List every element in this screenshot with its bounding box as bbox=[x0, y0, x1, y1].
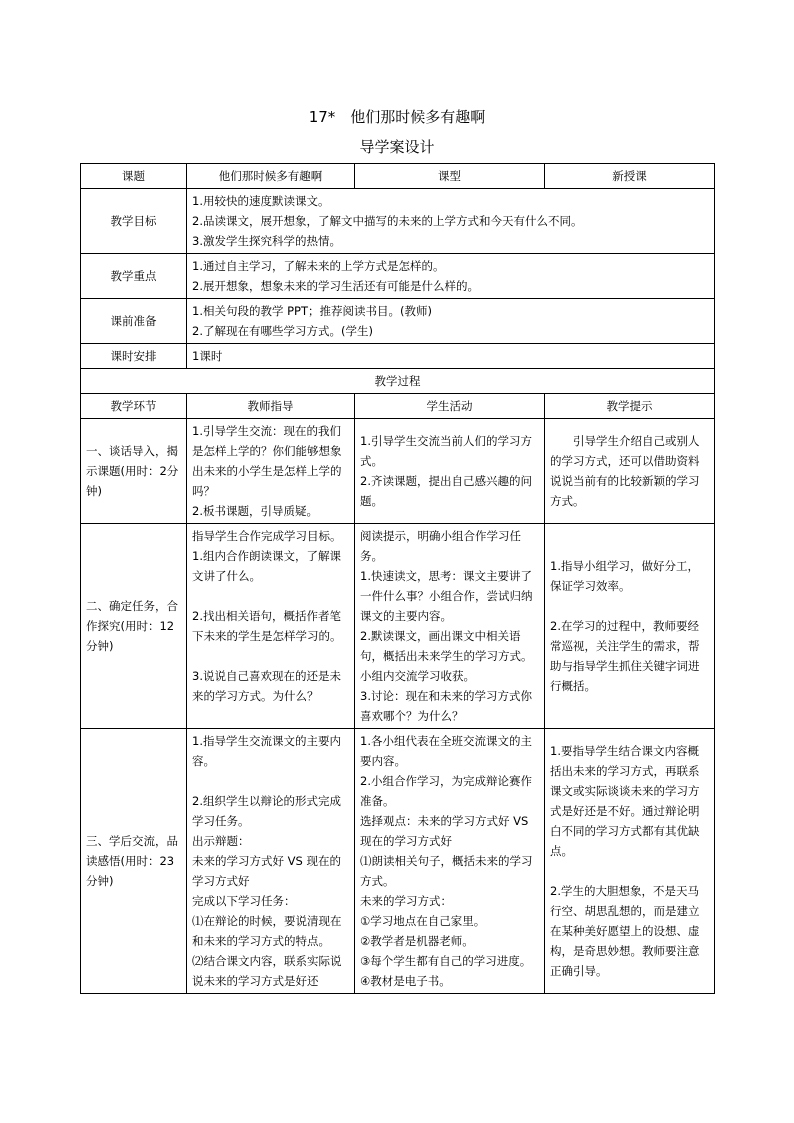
cell-line: 2.学生的大胆想象，不是天马行空、胡思乱想的，而是建立在某种美好愿望上的设想、虚构，是奇思妙想。教师要注意正确引导。 bbox=[550, 884, 700, 978]
prep-label: 课前准备 bbox=[81, 299, 187, 344]
cell-line: 指导学生合作完成学习目标。 bbox=[192, 529, 342, 543]
type-label: 课型 bbox=[355, 164, 545, 189]
cell-line: 未来的学习方式： bbox=[360, 894, 452, 908]
lesson-plan-table bbox=[80, 163, 715, 994]
student-activity bbox=[355, 419, 545, 524]
cell-line: ⑵结合课文内容，联系实际说说未来的学习方式是好还 bbox=[192, 954, 342, 988]
cell-line: ③每个学生都有自己的学习进度。 bbox=[360, 954, 532, 968]
cell-line: ⑴在辩论的时候，要说清现在和未来的学习方式的特点。 bbox=[192, 914, 342, 948]
column-header: 教学环节 bbox=[81, 394, 187, 419]
page-subtitle: 导学案设计 bbox=[359, 138, 435, 156]
teacher-guidance bbox=[187, 729, 355, 994]
cell-line: ①学习地点在自己家里。 bbox=[360, 914, 486, 928]
process-title: 教学过程 bbox=[81, 369, 715, 394]
cell-line: 2.组织学生以辩论的形式完成学习任务。 bbox=[192, 794, 341, 828]
stage-name: 三、学后交流，品读感悟(用时：23分钟) bbox=[81, 729, 187, 994]
cell-line: ②教学者是机器老师。 bbox=[360, 934, 474, 948]
cell-line: 1.引导学生交流当前人们的学习方式。 bbox=[360, 434, 532, 468]
cell-line: ④教材是电子书。 bbox=[360, 974, 451, 988]
stage-name: 二、确定任务，合作探究(用时：12分钟) bbox=[81, 524, 187, 729]
cell-line bbox=[192, 586, 349, 606]
column-header: 教学提示 bbox=[545, 394, 715, 419]
focus-cell bbox=[187, 254, 715, 299]
cell-line: 小组内交流学习收获。 bbox=[360, 669, 475, 683]
topic-row bbox=[81, 164, 715, 189]
cell-line: 1.用较快的速度默读课文。 bbox=[192, 194, 330, 208]
goals-label: 教学目标 bbox=[81, 189, 187, 254]
cell-line: ⑴朗读相关句子，概括未来的学习方式。 bbox=[360, 854, 533, 888]
column-header: 教师指导 bbox=[187, 394, 355, 419]
schedule-value: 1课时 bbox=[187, 344, 715, 369]
cell-line bbox=[192, 646, 349, 666]
teaching-tips bbox=[545, 524, 715, 729]
cell-line: 2.齐读课题，提出自己感兴趣的问题。 bbox=[360, 474, 532, 508]
teaching-tips bbox=[545, 729, 715, 994]
cell-line: 选择观点：未来的学习方式好 VS 现在的学习方式好 bbox=[360, 814, 529, 848]
cell-line: 2.小组合作学习，为完成辩论赛作准备。 bbox=[360, 774, 532, 808]
cell-line: 2.展开想象，想象未来的学习生活还有可能是什么样的。 bbox=[192, 279, 479, 293]
page-title: 17* 他们那时候多有趣啊 bbox=[308, 108, 486, 126]
column-header: 学生活动 bbox=[355, 394, 545, 419]
cell-line bbox=[550, 596, 709, 616]
cell-line: 1.组内合作朗读课文，了解课文讲了什么。 bbox=[192, 549, 341, 583]
focus-row bbox=[81, 254, 715, 299]
cell-line: 1.指导小组学习，做好分工，保证学习效率。 bbox=[550, 559, 699, 593]
cell-line: 3.说说自己喜欢现在的还是未来的学习方式。为什么？ bbox=[192, 669, 341, 703]
stage-row-1 bbox=[81, 419, 715, 524]
cell-line: 阅读提示，明确小组合作学习任务。 bbox=[360, 529, 521, 563]
cell-line: 1.快速读文，思考：课文主要讲了一件什么事？小组合作，尝试归纳课文的主要内容。 bbox=[360, 569, 533, 623]
cell-line: 1.指导学生交流课文的主要内容。 bbox=[192, 734, 341, 768]
process-title-row bbox=[81, 369, 715, 394]
type-value: 新授课 bbox=[545, 164, 715, 189]
student-activity bbox=[355, 729, 545, 994]
cell-line: 1.各小组代表在全班交流课文的主要内容。 bbox=[360, 734, 532, 768]
goals-row bbox=[81, 189, 715, 254]
cell-line: 1.要指导学生结合课文内容概括出未来的学习方式，再联系课文或实际谈谈未来的学习方式是好还是不好。通过辩论明白不同的学习方式都有其优缺点。 bbox=[550, 744, 700, 858]
cell-line: 1.相关句段的教学 PPT；推荐阅读书目。(教师) bbox=[192, 304, 432, 318]
focus-label: 教学重点 bbox=[81, 254, 187, 299]
cell-line: 1.通过自主学习，了解未来的上学方式是怎样的。 bbox=[192, 259, 445, 273]
cell-line bbox=[550, 861, 709, 881]
cell-line: 引导学生介绍自己或别人的学习方式，还可以借助资料说说当前有的比较新颖的学习方式。 bbox=[550, 434, 700, 508]
teaching-tips bbox=[545, 419, 715, 524]
stage-row-3 bbox=[81, 729, 715, 994]
cell-line bbox=[192, 771, 349, 791]
cell-line: 2.默读课文，画出课文中相关语句，概括出未来学生的学习方式。 bbox=[360, 629, 533, 663]
teacher-guidance bbox=[187, 419, 355, 524]
prep-cell bbox=[187, 299, 715, 344]
topic-label: 课题 bbox=[81, 164, 187, 189]
prep-row bbox=[81, 299, 715, 344]
column-header-row bbox=[81, 394, 715, 419]
cell-line: 3.讨论：现在和未来的学习方式你喜欢哪个？为什么？ bbox=[360, 689, 532, 723]
student-activity bbox=[355, 524, 545, 729]
cell-line: 出示辩题： bbox=[192, 834, 250, 848]
cell-line: 1.引导学生交流：现在的我们是怎样上学的？你们能够想象出未来的小学生是怎样上学的吗？ bbox=[192, 424, 342, 498]
cell-line: 未来的学习方式好 VS 现在的学习方式好 bbox=[192, 854, 341, 888]
goals-cell bbox=[187, 189, 715, 254]
teacher-guidance bbox=[187, 524, 355, 729]
cell-line: 2.在学习的过程中，教师要经常巡视，关注学生的需求，帮助与指导学生抓住关键字词进行概括。 bbox=[550, 619, 700, 693]
topic-value: 他们那时候多有趣啊 bbox=[187, 164, 355, 189]
stage-name: 一、谈话导入，揭示课题(用时：2分钟) bbox=[81, 419, 187, 524]
schedule-label: 课时安排 bbox=[81, 344, 187, 369]
cell-line: 完成以下学习任务： bbox=[192, 894, 296, 908]
cell-line: 2.品读课文，展开想象，了解文中描写的未来的上学方式和今天有什么不同。 bbox=[192, 214, 583, 228]
schedule-row bbox=[81, 344, 715, 369]
cell-line: 2.板书课题，引导质疑。 bbox=[192, 504, 318, 518]
cell-line: 2.找出相关语句，概括作者笔下未来的学生是怎样学习的。 bbox=[192, 609, 342, 643]
stage-row-2 bbox=[81, 524, 715, 729]
cell-line: 2.了解现在有哪些学习方式。(学生) bbox=[192, 324, 373, 338]
cell-line: 3.激发学生探究科学的热情。 bbox=[192, 234, 341, 248]
